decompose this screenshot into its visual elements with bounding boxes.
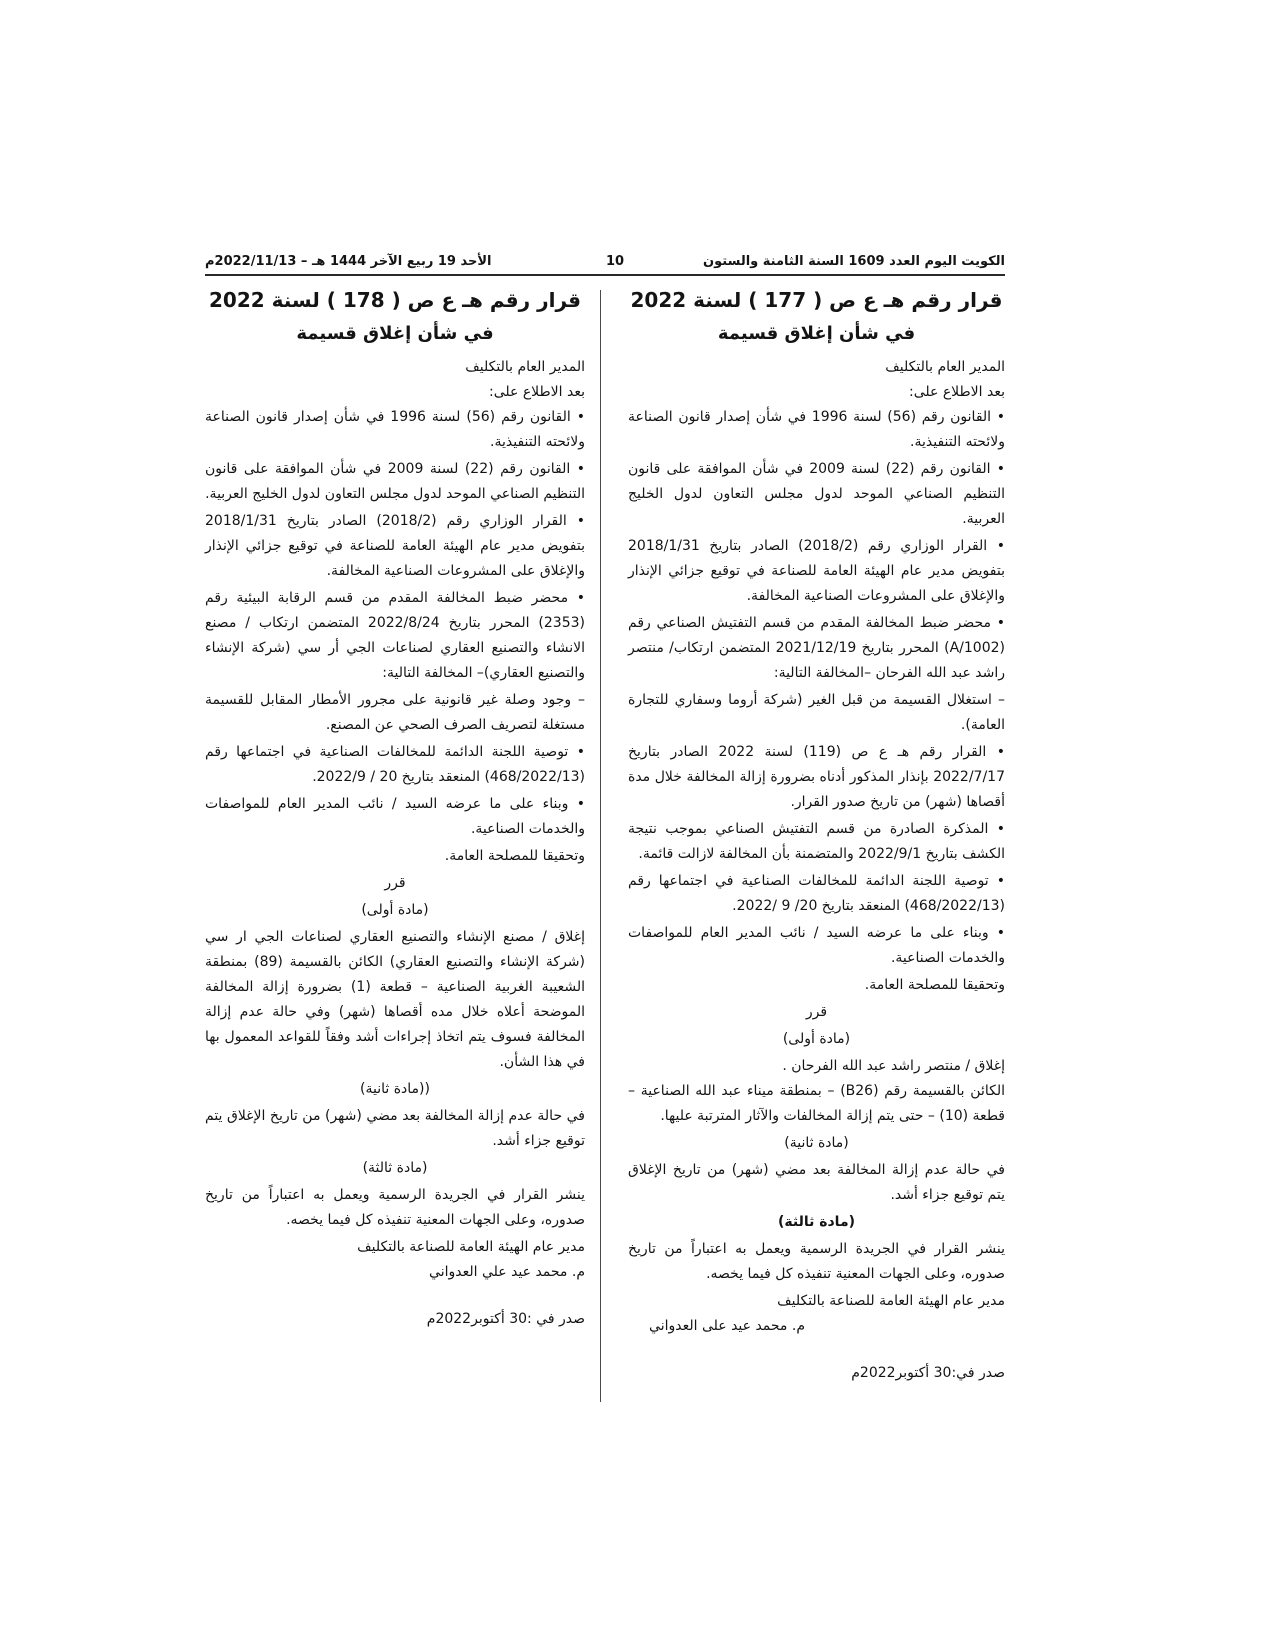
article-3-text: ينشر القرار في الجريدة الرسمية ويعمل به اعتباراً من تاريخ صدوره، وعلى الجهات المعنية تنفيذه كل فيما يخصه. [628,1241,1005,1282]
article-1-heading: (مادة أولى) [361,902,429,918]
consideration-item: • توصية اللجنة الدائمة للمخالفات الصناعية في اجتماعها رقم (468/2022/13) المنعقد بتاريخ 20 / 2022/9. [205,744,585,785]
closing-clause: وتحقيقا للمصلحة العامة. [864,977,1005,993]
decided-heading: قرر [805,1004,828,1020]
consideration-item: • المذكرة الصادرة من قسم التفتيش الصناعي بموجب نتيجة الكشف بتاريخ 2022/9/1 والمتضمنة بأن المخالفة لازالت قائمة. [628,821,1005,862]
decision-subject: في شأن إغلاق قسيمة [296,323,494,344]
article-2-text: في حالة عدم إزالة المخالفة بعد مضي (شهر) من تاريخ الإغلاق يتم توقيع جزاء أشد. [205,1108,585,1149]
closing-clause: وتحقيقا للمصلحة العامة. [444,848,585,864]
header-rule [205,274,1005,276]
article-1-text: إغلاق / منتصر راشد عبد الله الفرحان . [782,1058,1005,1074]
article-3-text: ينشر القرار في الجريدة الرسمية ويعمل به اعتباراً من تاريخ صدوره، وعلى الجهات المعنية تنفيذه كل فيما يخصه. [205,1187,585,1228]
issuer: المدير العام بالتكليف [465,359,585,375]
consideration-item: • القرار الوزاري رقم (2018/2) الصادر بتاريخ 2018/1/31 بتفويض مدير عام الهيئة العامة للصناعة في توقيع جزائي الإنذار والإغلاق على المشروعات الصناعية المخالفة. [628,538,1005,604]
violation-item: – استغلال القسيمة من قبل الغير (شركة أروما وسفاري للتجارة العامة). [628,692,1005,733]
article-3-heading: (مادة ثالثة) [777,1214,856,1230]
consideration-item: • القانون رقم (22) لسنة 2009 في شأن الموافقة على قانون التنظيم الصناعي الموحد لدول مجلس التعاون لدول الخليج العربية. [205,461,585,502]
publication-info: الكويت اليوم العدد 1609 السنة الثامنة والستون [703,254,1005,269]
consideration-item: • القانون رقم (22) لسنة 2009 في شأن الموافقة على قانون التنظيم الصناعي الموحد لدول مجلس التعاون لدول الخليج العربية. [628,461,1005,527]
decision-subject: في شأن إغلاق قسيمة [717,323,916,344]
issue-date-line: صدر في :30 أكتوبر2022م [426,1311,585,1327]
decision-title: قرار رقم هـ ع ص ( 177 ) لسنة 2022 [630,288,1003,312]
article-2-heading: ((مادة ثانية) [360,1081,430,1097]
consideration-item: • توصية اللجنة الدائمة للمخالفات الصناعية في اجتماعها رقم (468/2022/13) المنعقد بتاريخ 20/ 9 /2022. [628,873,1005,914]
decision-177 [628,285,1005,1386]
preamble: بعد الاطلاع على: [489,384,585,400]
article-1-heading: (مادة أولى) [782,1031,851,1047]
consideration-item: • وبناء على ما عرضه السيد / نائب المدير العام للمواصفات والخدمات الصناعية. [205,796,585,837]
issue-date-line: صدر في:30 أكتوبر2022م [851,1365,1005,1381]
consideration-item: • وبناء على ما عرضه السيد / نائب المدير العام للمواصفات والخدمات الصناعية. [628,925,1005,966]
consideration-item: • القرار رقم هـ ع ص (119) لسنة 2022 الصادر بتاريخ 2022/7/17 بإنذار المذكور أدناه بضرورة إزالة المخالفة خلال مدة أقصاها (شهر) من تاريخ صدور القرار. [628,744,1005,810]
issue-date: الأحد 19 ربيع الآخر 1444 هـ – 2022/11/13م [205,254,492,269]
consideration-item: • القرار الوزاري رقم (2018/2) الصادر بتاريخ 2018/1/31 بتفويض مدير عام الهيئة العامة للصناعة في توقيع جزائي الإنذار والإغلاق على المشروعات الصناعية المخالفة. [205,513,585,579]
decision-178 [205,285,585,1332]
decision-title: قرار رقم هـ ع ص ( 178 ) لسنة 2022 [209,288,581,312]
consideration-item: • القانون رقم (56) لسنة 1996 في شأن إصدار قانون الصناعة ولائحته التنفيذية. [205,409,585,450]
article-2-text: في حالة عدم إزالة المخالفة بعد مضي (شهر) من تاريخ الإغلاق يتم توقيع جزاء أشد. [628,1162,1005,1203]
signatory-name: م. محمد عيد علي العدواني [429,1264,585,1280]
page-header [205,252,1005,272]
issuer: المدير العام بالتكليف [885,359,1005,375]
article-1-text: الكائن بالقسيمة رقم (B26) – بمنطقة ميناء عبد الله الصناعية – قطعة (10) – حتى يتم إزالة المخالفات والآثار المترتبة عليها. [628,1083,1005,1124]
article-2-heading: (مادة ثانية) [784,1135,849,1151]
signatory-title: مدير عام الهيئة العامة للصناعة بالتكليف [777,1293,1005,1309]
preamble: بعد الاطلاع على: [909,384,1005,400]
consideration-item: • القانون رقم (56) لسنة 1996 في شأن إصدار قانون الصناعة ولائحته التنفيذية. [628,409,1005,450]
decided-heading: قرر [384,875,406,891]
article-3-heading: (مادة ثالثة) [362,1160,428,1176]
column-divider [600,290,601,1402]
violation-item: – وجود وصلة غير قانونية على مجرور الأمطار المقابل للقسيمة مستغلة لتصريف الصرف الصحي عن المصنع. [205,692,585,733]
signatory-title: مدير عام الهيئة العامة للصناعة بالتكليف [357,1239,585,1255]
consideration-item: • محضر ضبط المخالفة المقدم من قسم الرقابة البيئية رقم (2353) المحرر بتاريخ 2022/8/24 المتضمن ارتكاب / مصنع الانشاء والتصنيع العقاري لصناعات الجي أر سي (شركة الإنشاء والتصنيع العقاري)– المخالفة التالية: [205,590,585,681]
article-1-text: إغلاق / مصنع الإنشاء والتصنيع العقاري لصناعات الجي ار سي (شركة الإنشاء والتصنيع العقاري) الكائن بالقسيمة (89) بمنطقة الشعيبة الغربية الصناعية – قطعة (1) بضرورة إزالة المخالفة الموضحة أعلاه خلال مده أقصاها (شهر) وفي حالة عدم إزالة المخالفة فسوف يتم اتخاذ إجراءات أشد وفقاً للقواعد المعمول بها في هذا الشأن. [205,929,586,1070]
consideration-item: • محضر ضبط المخالفة المقدم من قسم التفتيش الصناعي رقم (A/1002) المحرر بتاريخ 2021/12/19 المتضمن ارتكاب/ منتصر راشد عبد الله الفرحان –المخالفة التالية: [628,615,1005,681]
signatory-name: م. محمد عيد على العدواني [649,1318,805,1334]
page-number: 10 [605,254,625,269]
